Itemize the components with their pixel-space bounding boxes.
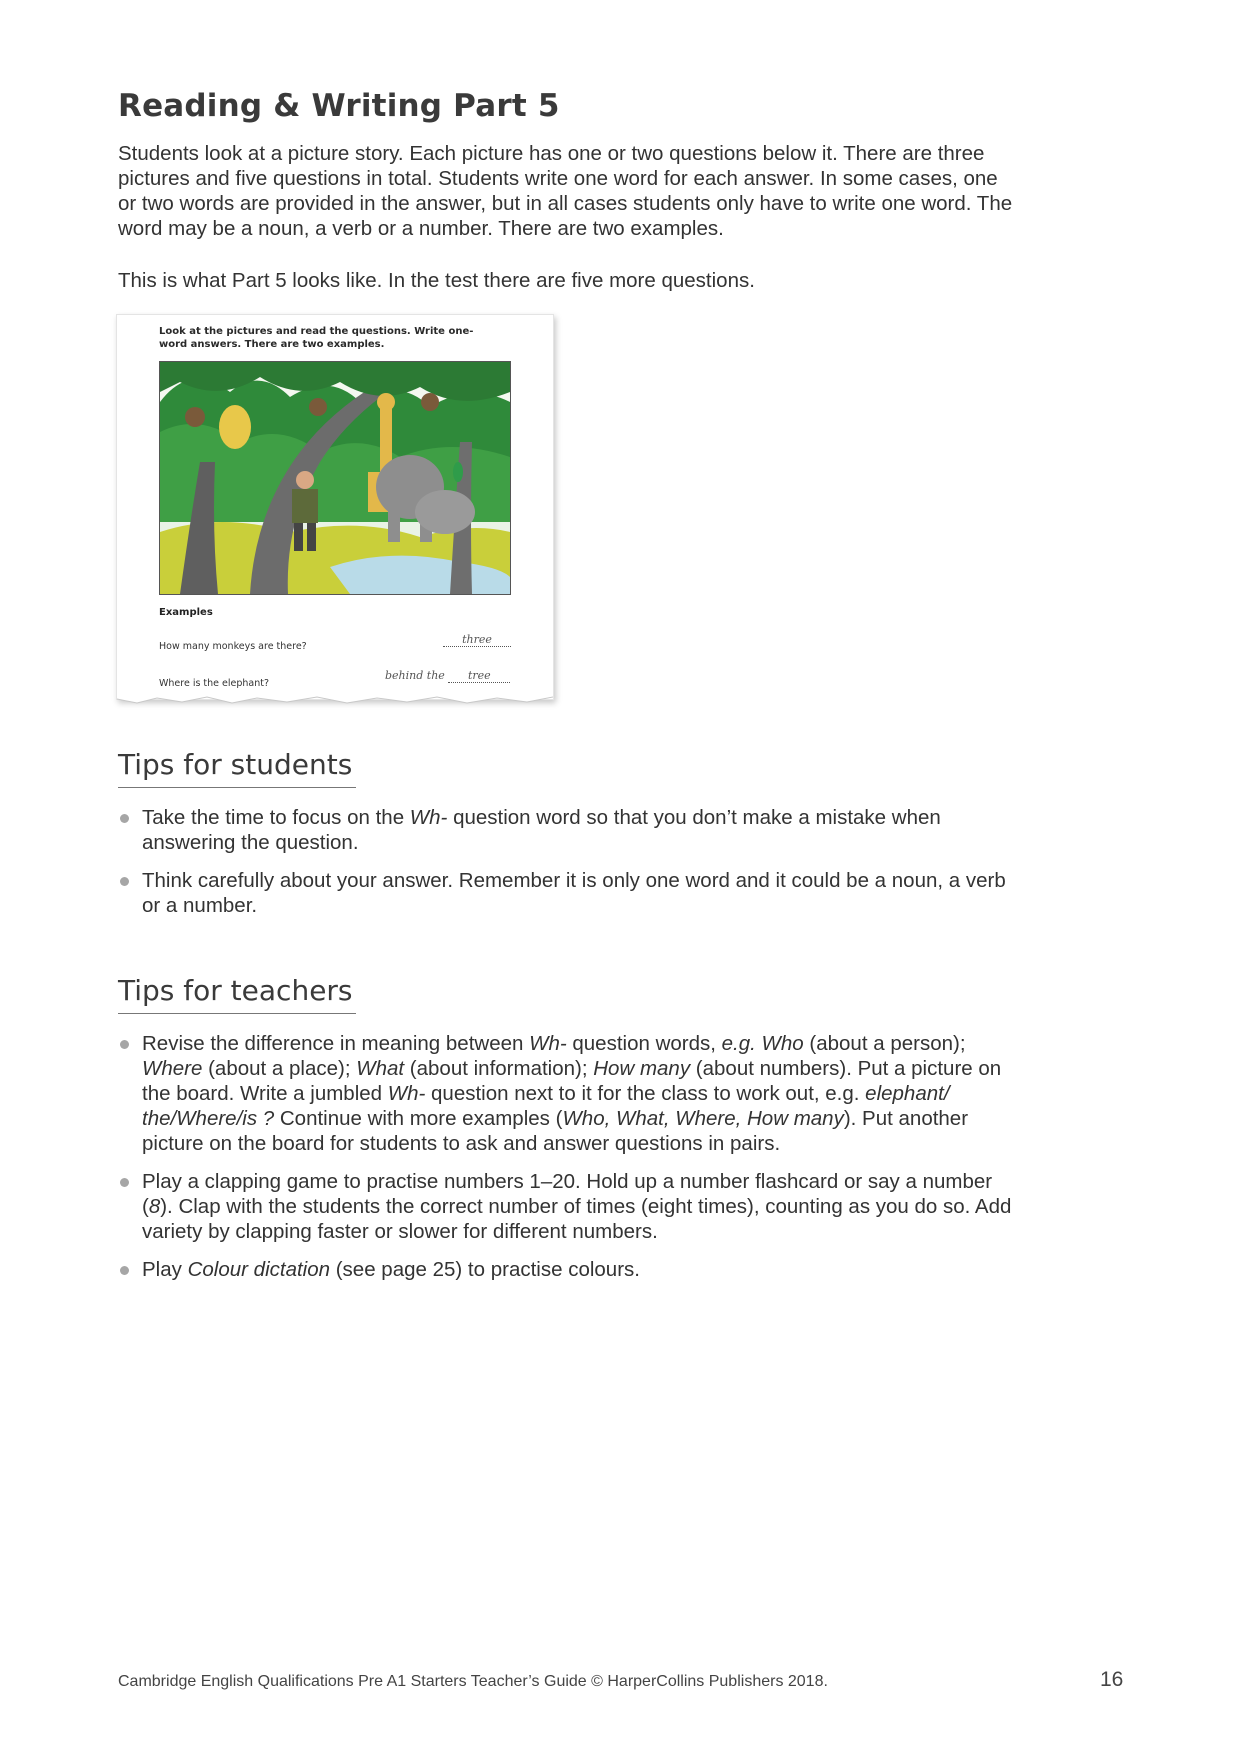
- tip-item: [118, 1257, 1018, 1282]
- tip-italic-text: What: [356, 1057, 405, 1080]
- tip-italic-text: Wh-: [409, 806, 448, 829]
- tip-text: Revise the difference in meaning between: [142, 1032, 530, 1055]
- example-question-2: Where is the elephant?: [159, 678, 270, 689]
- bullet-icon: [120, 814, 129, 823]
- tip-italic-text: Who, What, Where, How many: [562, 1107, 844, 1130]
- example-answer-1: [443, 633, 511, 647]
- example-answer-2: [385, 669, 510, 683]
- tip-item: [118, 1031, 1018, 1156]
- examples-label: Examples: [159, 607, 213, 618]
- answer-text: tree: [448, 669, 510, 683]
- example-question-1: How many monkeys are there?: [159, 641, 307, 652]
- tip-text: Continue with more examples (: [274, 1107, 563, 1130]
- tip-italic-text: Where: [142, 1057, 203, 1080]
- tip-text: Think carefully about your answer. Remember it is only one word and it could be a noun, a verb or a number.: [142, 869, 1006, 917]
- tip-text: ). Clap with the students the correct number of times (eight times), counting as you do so. Add variety by clapping faster or slower for different numbers.: [142, 1195, 1012, 1243]
- tip-italic-text: e.g. Who: [721, 1032, 804, 1055]
- bullet-icon: [120, 1040, 129, 1049]
- tip-text: (about a person);: [803, 1032, 966, 1055]
- tip-text: ). Put another picture on the board for students to ask and answer questions in pairs.: [142, 1107, 969, 1155]
- tip-italic-text: Wh-: [387, 1082, 426, 1105]
- tip-text: Play: [142, 1258, 188, 1281]
- tip-text: question words,: [566, 1032, 722, 1055]
- tip-text: Take the time to focus on the: [142, 806, 410, 829]
- intro-paragraph: Students look at a picture story. Each picture has one or two questions below it. There are three pictures and five questions in total. Students write one word for each answer. In some cases, one or two words are provided in the answer, but in all cases students only have to write one word. The word may be a noun, a verb or a number. There are two examples.: [118, 142, 1013, 240]
- tip-italic-text: Wh-: [529, 1032, 567, 1055]
- tip-text: question word so that you don’t make a mistake when answering the question.: [142, 806, 941, 854]
- students-tips-heading: Tips for students: [118, 748, 356, 788]
- tip-text: (see page 25) to practise colours.: [330, 1258, 640, 1281]
- students-tips-list: [118, 805, 1018, 931]
- tip-text: question next to it for the class to work out, e.g.: [425, 1082, 866, 1105]
- page-number: 16: [1100, 1668, 1124, 1691]
- tip-text: (about numbers). Put a picture on the board. Write a jumbled: [142, 1057, 1002, 1105]
- tip-item: [118, 805, 1018, 855]
- tip-italic-text: How many: [593, 1057, 691, 1080]
- tip-italic-text: elephant/ the/Where/is ?: [142, 1082, 950, 1130]
- tip-italic-text: Colour dictation: [187, 1258, 331, 1281]
- bullet-icon: [120, 1178, 129, 1187]
- answer-prefix: behind the: [385, 669, 445, 682]
- tip-item: [118, 868, 1018, 918]
- teachers-tips-list: [118, 1031, 1018, 1295]
- jungle-illustration: [159, 361, 511, 595]
- tip-item: [118, 1169, 1018, 1244]
- torn-edge: [117, 691, 553, 705]
- tip-text: (about a place);: [202, 1057, 357, 1080]
- bullet-icon: [120, 1266, 129, 1275]
- worksheet-instruction: Look at the pictures and read the questions. Write one-word answers. There are two examples.: [159, 326, 474, 350]
- answer-text: three: [443, 633, 511, 647]
- teachers-tips-heading: Tips for teachers: [118, 974, 356, 1014]
- tip-text: Play a clapping game to practise numbers 1–20. Hold up a number flashcard or say a number (: [142, 1170, 993, 1218]
- worksheet-excerpt: [116, 314, 554, 700]
- tip-italic-text: 8: [148, 1195, 161, 1218]
- lead-paragraph: This is what Part 5 looks like. In the test there are five more questions.: [118, 269, 755, 292]
- bullet-icon: [120, 877, 129, 886]
- footer-copyright: Cambridge English Qualifications Pre A1 Starters Teacher’s Guide © HarperCollins Publishers 2018.: [118, 1673, 828, 1690]
- tip-text: (about information);: [404, 1057, 594, 1080]
- page-title: Reading & Writing Part 5: [118, 88, 560, 124]
